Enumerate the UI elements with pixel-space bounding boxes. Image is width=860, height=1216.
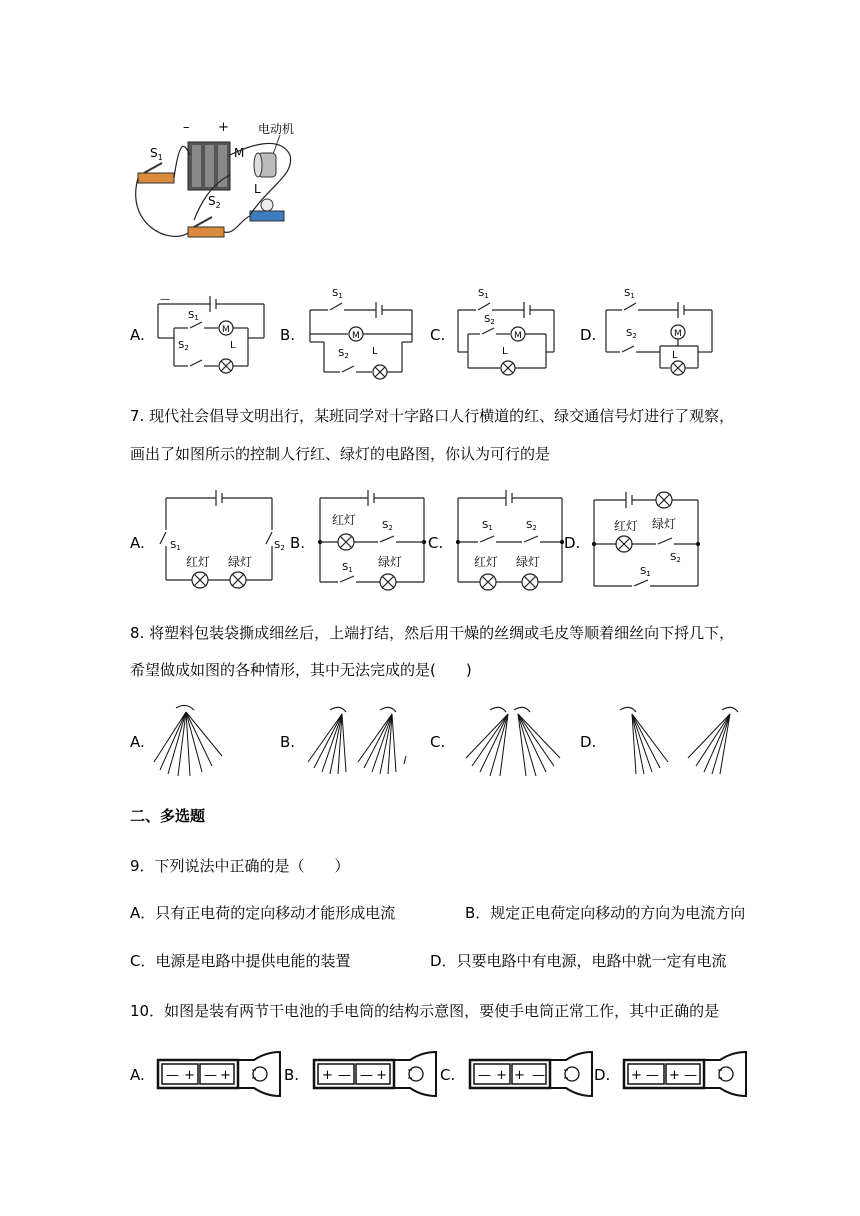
- q7-option-d-label: D.: [564, 534, 581, 552]
- switch-s1-icon: [138, 163, 174, 183]
- q10-option-a-label[interactable]: A.: [130, 1066, 145, 1084]
- svg-text:L: L: [372, 346, 378, 357]
- lamp-icon: [250, 199, 284, 221]
- svg-text:S2: $S_2$: [274, 540, 285, 552]
- svg-text:—: —: [160, 294, 170, 305]
- plus-sign: +: [218, 120, 229, 135]
- q10-option-d-label[interactable]: D.: [594, 1066, 611, 1084]
- svg-text:红灯: 红灯: [186, 555, 211, 569]
- q10-flashlight-d: [622, 1050, 752, 1098]
- q7-circuit-b: [312, 488, 432, 592]
- q6-option-b-label[interactable]: B.: [280, 326, 296, 344]
- q6-option-c-label[interactable]: C.: [430, 326, 446, 344]
- q6-option-a-label[interactable]: A.: [130, 326, 145, 344]
- q6-option-d-label[interactable]: D.: [580, 326, 597, 344]
- q8-option-d-label[interactable]: D.: [580, 733, 597, 751]
- q7-option-a-label[interactable]: A.: [130, 534, 145, 552]
- m-label: M: [234, 146, 245, 160]
- svg-text:S2: $S_2$: [382, 520, 393, 532]
- q10-option-b-label[interactable]: B.: [284, 1066, 300, 1084]
- q8-strands-c: [460, 700, 570, 780]
- q10-stem: 10．如图是装有两节干电池的手电筒的结构示意图，要使手电筒正常工作，其中正确的是: [130, 1002, 720, 1020]
- switch-s2-icon: [188, 217, 224, 237]
- q7-option-b-label: B.: [290, 534, 306, 552]
- svg-text:S2: $S_2$: [484, 314, 495, 326]
- q10-flashlight-b: [312, 1050, 442, 1098]
- svg-text:+: +: [496, 1068, 507, 1083]
- svg-text:L: L: [230, 340, 236, 351]
- svg-text:M: M: [674, 329, 682, 339]
- svg-text:—: —: [338, 1068, 351, 1083]
- section-title: 二、多选题: [130, 807, 206, 825]
- q8-stem-line2: 希望做成如图的各种情形，其中无法完成的是( ): [130, 661, 472, 679]
- q10-flashlight-c: [468, 1050, 598, 1098]
- q6-circuit-photo: [130, 115, 310, 250]
- q9-option-a[interactable]: A．只有正电荷的定向移动才能形成电流: [130, 904, 396, 922]
- svg-text:绿灯: 绿灯: [516, 555, 541, 569]
- svg-text:—: —: [478, 1068, 491, 1083]
- svg-text:S1: $S_1$: [188, 310, 199, 322]
- svg-text:S1: $S_1$: [332, 288, 343, 300]
- q10-option-c-label[interactable]: C.: [440, 1066, 456, 1084]
- q8-option-b-label[interactable]: B.: [280, 733, 296, 751]
- svg-text:S2: $S_2$: [526, 520, 537, 532]
- q9-option-c[interactable]: C．电源是电路中提供电能的装置: [130, 952, 351, 970]
- svg-text:红灯: 红灯: [474, 555, 499, 569]
- svg-text:S1: $S_1$: [170, 540, 181, 552]
- minus-sign: –: [183, 120, 190, 135]
- svg-text:+: +: [184, 1068, 195, 1083]
- svg-text:+: +: [631, 1068, 642, 1083]
- motor-icon: [254, 153, 276, 177]
- svg-text:—: —: [204, 1068, 217, 1083]
- svg-text:L: L: [672, 350, 678, 361]
- svg-text:M: M: [514, 331, 522, 341]
- svg-text:S1: $S_1$: [624, 288, 635, 300]
- battery-pack-icon: [188, 142, 230, 190]
- svg-text:红灯: 红灯: [614, 519, 639, 533]
- q6-circuit-a: [148, 288, 266, 374]
- q7-stem-line2: 画出了如图所示的控制人行红、绿灯的电路图，你认为可行的是: [130, 445, 551, 463]
- svg-text:绿灯: 绿灯: [378, 555, 403, 569]
- q9-option-b[interactable]: B．规定正电荷定向移动的方向为电流方向: [465, 904, 746, 922]
- svg-text:+: +: [514, 1068, 525, 1083]
- s2-label: $S_2$: [208, 194, 221, 210]
- l-label: L: [254, 182, 261, 196]
- svg-text:S1: $S_1$: [640, 566, 651, 578]
- svg-text:—: —: [166, 1068, 179, 1083]
- q8-stem-line1: 8. 将塑料包装袋撕成细丝后，上端打结，然后用干燥的丝绸或毛皮等顺着细丝向下捋几下，: [130, 624, 735, 642]
- svg-text:S1: $S_1$: [478, 288, 489, 300]
- svg-text:—: —: [360, 1068, 373, 1083]
- svg-text:S1: $S_1$: [482, 520, 493, 532]
- q6-circuit-b: [298, 282, 420, 382]
- q8-option-a-label[interactable]: A.: [130, 733, 145, 751]
- q6-circuit-c: [450, 282, 562, 378]
- svg-text:+: +: [376, 1068, 387, 1083]
- q9-option-d[interactable]: D．只要电路中有电源，电路中就一定有电流: [430, 952, 727, 970]
- svg-text:+: +: [322, 1068, 333, 1083]
- svg-text:—: —: [532, 1068, 545, 1083]
- svg-text:+: +: [669, 1068, 680, 1083]
- svg-text:+: +: [220, 1068, 231, 1083]
- q9-stem: 9．下列说法中正确的是（ ）: [130, 857, 350, 875]
- svg-text:M: M: [222, 325, 230, 335]
- q10-flashlight-a: [156, 1050, 286, 1098]
- q8-option-c-label[interactable]: C.: [430, 733, 446, 751]
- svg-text:L: L: [502, 346, 508, 357]
- svg-text:—: —: [646, 1068, 659, 1083]
- motor-label: 电动机: [258, 122, 295, 136]
- svg-text:红灯: 红灯: [332, 513, 357, 527]
- svg-text:S1: $S_1$: [342, 562, 353, 574]
- svg-text:绿灯: 绿灯: [228, 555, 253, 569]
- svg-text:S2: $S_2$: [670, 552, 681, 564]
- q7-option-c-label: C.: [428, 534, 444, 552]
- q7-circuit-a: [150, 488, 290, 592]
- svg-text:M: M: [352, 331, 360, 341]
- svg-text:S2: $S_2$: [178, 340, 189, 352]
- svg-text:绿灯: 绿灯: [652, 517, 677, 531]
- q8-strands-b: [300, 700, 410, 780]
- q8-strands-a: [150, 700, 240, 780]
- q7-stem-line1: 7. 现代社会倡导文明出行，某班同学对十字路口人行横道的红、绿交通信号灯进行了观察，: [130, 407, 735, 425]
- q7-circuit-d: [586, 486, 706, 592]
- q8-strands-d: [612, 700, 752, 780]
- q6-circuit-d: [598, 282, 716, 378]
- svg-text:S2: $S_2$: [338, 348, 349, 360]
- svg-text:S2: $S_2$: [626, 328, 637, 340]
- q7-circuit-c: [450, 488, 570, 592]
- s1-label: $S_1$: [150, 146, 163, 162]
- svg-text:—: —: [684, 1068, 697, 1083]
